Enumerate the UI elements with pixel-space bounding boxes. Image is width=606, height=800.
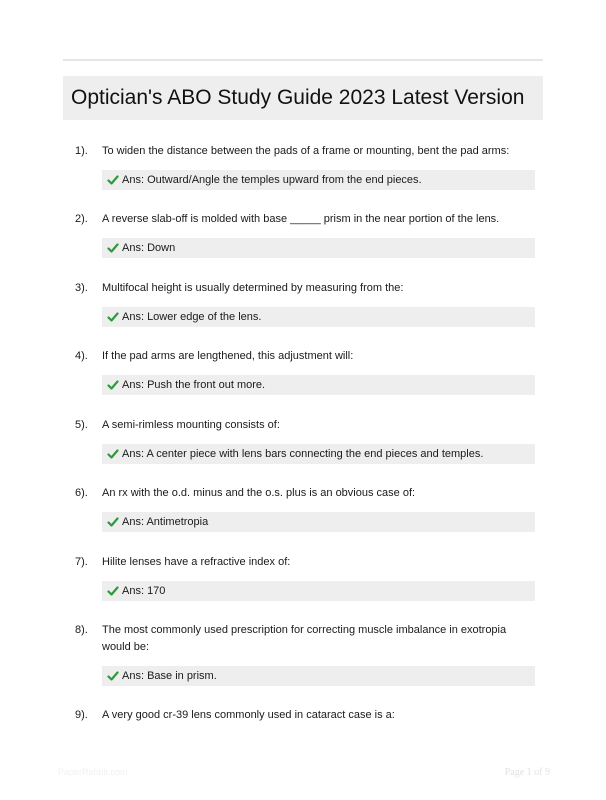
answer-text: Ans: Push the front out more. xyxy=(122,379,266,391)
question-item xyxy=(63,280,543,327)
question-number: 2). xyxy=(75,213,88,225)
question-text: A semi-rimless mounting consists of: xyxy=(102,419,280,431)
question-item xyxy=(63,143,543,190)
footer-watermark: PaperRabbit.com xyxy=(58,767,128,777)
checkmark-icon xyxy=(107,311,119,323)
title-banner xyxy=(63,76,543,120)
answer-box xyxy=(102,375,535,395)
question-number: 3). xyxy=(75,282,88,294)
question-number: 9). xyxy=(75,709,88,721)
question-item xyxy=(63,417,543,464)
question-text: An rx with the o.d. minus and the o.s. plus is an obvious case of: xyxy=(102,487,416,499)
answer-text: Ans: 170 xyxy=(122,585,166,597)
top-divider xyxy=(63,59,543,61)
question-number: 6). xyxy=(75,487,88,499)
question-text: A very good cr-39 lens commonly used in cataract case is a: xyxy=(102,709,395,721)
checkmark-icon xyxy=(107,242,119,254)
checkmark-icon xyxy=(107,448,119,460)
answer-box xyxy=(102,238,535,258)
question-number: 5). xyxy=(75,419,88,431)
question-number: 8). xyxy=(75,624,88,636)
answer-box xyxy=(102,444,535,464)
checkmark-icon xyxy=(107,670,119,682)
answer-box xyxy=(102,512,535,532)
answer-box xyxy=(102,170,535,190)
question-number: 4). xyxy=(75,350,88,362)
answer-text: Ans: Down xyxy=(122,242,176,254)
question-text: Hilite lenses have a refractive index of: xyxy=(102,556,291,568)
question-item xyxy=(63,707,543,724)
document-title: Optician's ABO Study Guide 2023 Latest Version xyxy=(71,86,525,109)
question-text: If the pad arms are lengthened, this adjustment will: xyxy=(102,350,354,362)
question-text: A reverse slab-off is molded with base _____ prism in the near portion of the lens. xyxy=(102,213,500,225)
answer-text: Ans: Antimetropia xyxy=(122,516,209,528)
answer-box xyxy=(102,666,535,686)
page-number: Page 1 of 9 xyxy=(504,767,550,778)
question-item xyxy=(63,485,543,532)
answer-text: Ans: Outward/Angle the temples upward from the end pieces. xyxy=(122,174,422,186)
checkmark-icon xyxy=(107,379,119,391)
question-item xyxy=(63,554,543,601)
question-item xyxy=(63,211,543,258)
checkmark-icon xyxy=(107,516,119,528)
checkmark-icon xyxy=(107,174,119,186)
answer-text: Ans: A center piece with lens bars connecting the end pieces and temples. xyxy=(122,448,484,460)
question-text: Multifocal height is usually determined by measuring from the: xyxy=(102,282,404,294)
answer-text: Ans: Base in prism. xyxy=(122,670,217,682)
answer-text: Ans: Lower edge of the lens. xyxy=(122,311,262,323)
checkmark-icon xyxy=(107,585,119,597)
question-item xyxy=(63,622,543,686)
question-number: 7). xyxy=(75,556,88,568)
answer-box xyxy=(102,307,535,327)
answer-box xyxy=(102,581,535,601)
question-text: To widen the distance between the pads of a frame or mounting, bent the pad arms: xyxy=(102,145,510,157)
question-item xyxy=(63,348,543,395)
question-number: 1). xyxy=(75,145,88,157)
question-text: The most commonly used prescription for correcting muscle imbalance in exotropia would be: xyxy=(102,624,507,653)
